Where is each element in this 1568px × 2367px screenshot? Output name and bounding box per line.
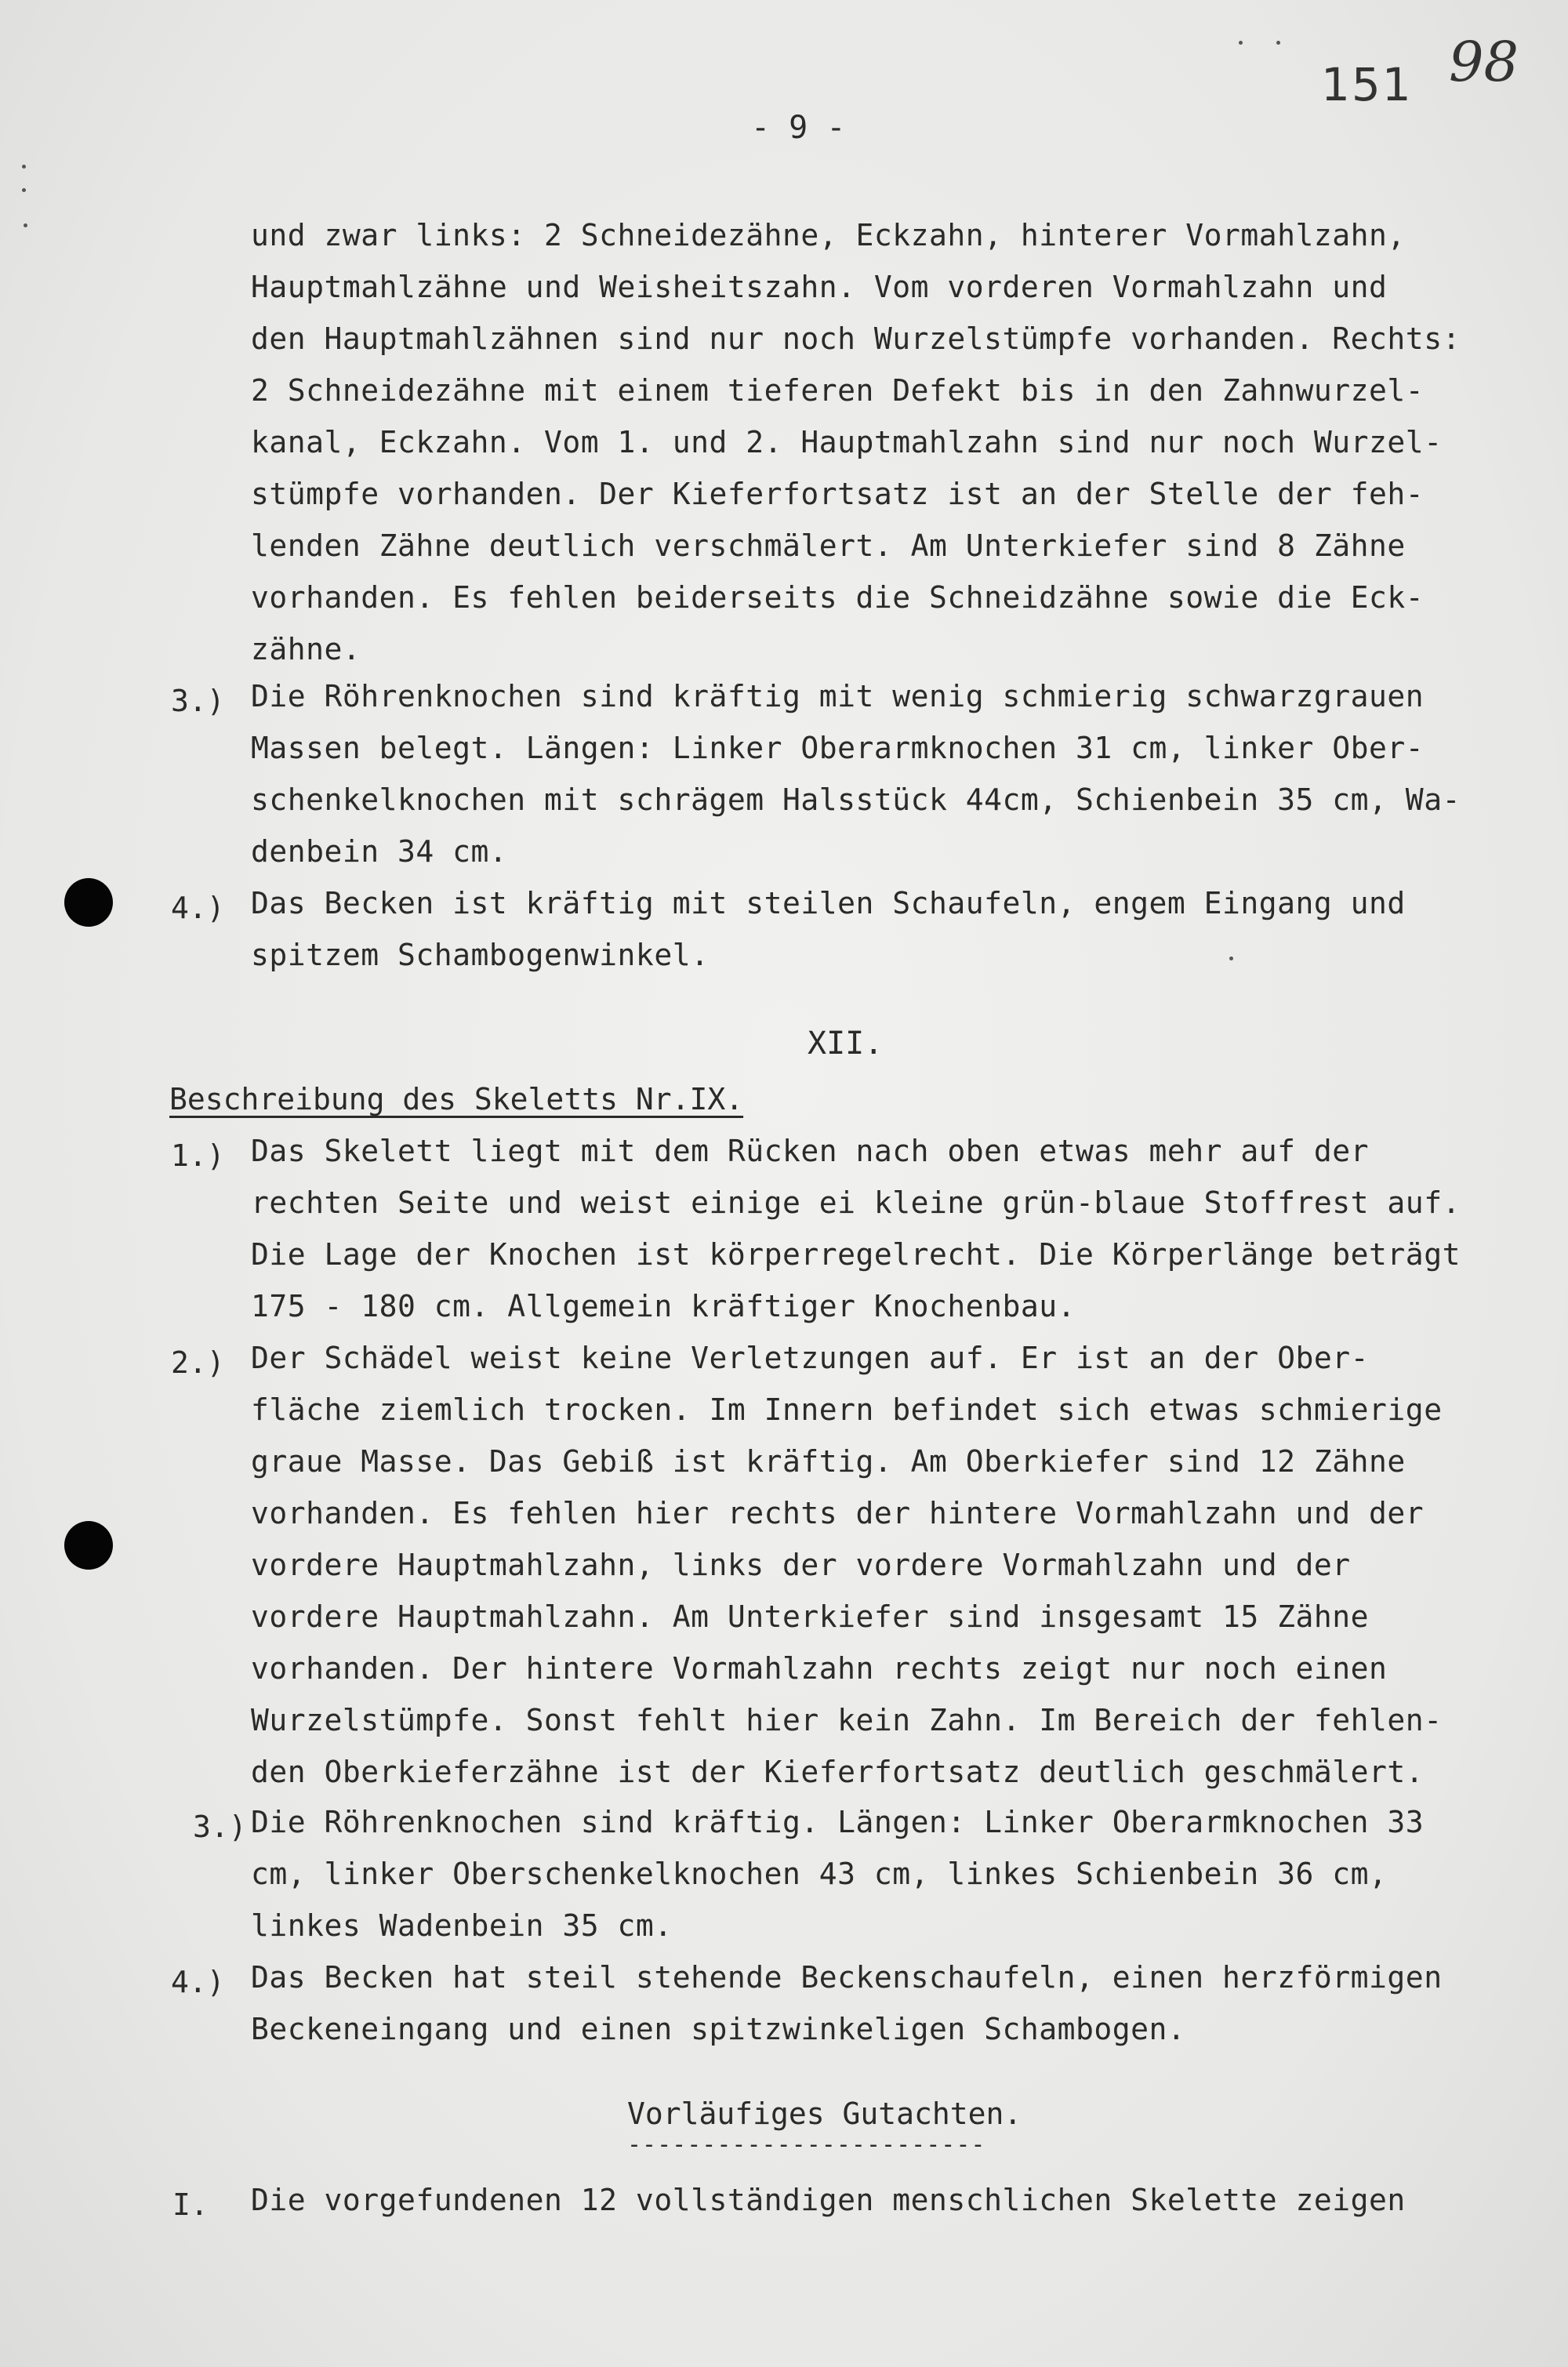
text-line: den Oberkieferzähne ist der Kieferfortsatz deutlich geschmälert. bbox=[251, 1755, 1425, 1789]
text-line: vorhanden. Es fehlen hier rechts der hintere Vormahlzahn und der bbox=[251, 1496, 1425, 1530]
text-line: kanal, Eckzahn. Vom 1. und 2. Hauptmahlzahn sind nur noch Wurzel- bbox=[251, 425, 1443, 459]
title-rule: ------------------------ bbox=[627, 2131, 986, 2158]
text-line: cm, linker Oberschenkelknochen 43 cm, linkes Schienbein 36 cm, bbox=[251, 1857, 1388, 1891]
text-line: den Hauptmahlzähnen sind nur noch Wurzelstümpfe vorhanden. Rechts: bbox=[251, 321, 1461, 356]
text-line: vorhanden. Es fehlen beiderseits die Schneidzähne sowie die Eck- bbox=[251, 580, 1425, 615]
text-line: zähne. bbox=[251, 632, 361, 666]
section-roman-numeral: XII. bbox=[808, 1026, 884, 1062]
item-number: 4.) bbox=[171, 1965, 225, 1999]
gutachten-title: Vorläufiges Gutachten. bbox=[627, 2097, 1022, 2131]
speck bbox=[1276, 41, 1280, 45]
text-line: linkes Wadenbein 35 cm. bbox=[251, 1908, 673, 1943]
text-line: und zwar links: 2 Schneidezähne, Eckzahn, hinterer Vormahlzahn, bbox=[251, 218, 1406, 252]
text-line: Wurzelstümpfe. Sonst fehlt hier kein Zahn. Im Bereich der fehlen- bbox=[251, 1703, 1443, 1737]
text-line: vordere Hauptmahlzahn, links der vordere Vormahlzahn und der bbox=[251, 1548, 1351, 1582]
text-line: fläche ziemlich trocken. Im Innern befindet sich etwas schmierige bbox=[251, 1392, 1443, 1427]
item-number: 3.) bbox=[171, 684, 225, 718]
speck bbox=[22, 188, 26, 192]
text-line: vordere Hauptmahlzahn. Am Unterkiefer sind insgesamt 15 Zähne bbox=[251, 1599, 1370, 1634]
text-line: Beckeneingang und einen spitzwinkeligen Schambogen. bbox=[251, 2012, 1186, 2046]
text-line: Das Skelett liegt mit dem Rücken nach oben etwas mehr auf der bbox=[251, 1134, 1370, 1168]
page-number: - 9 - bbox=[751, 110, 846, 146]
item-number: I. bbox=[172, 2187, 209, 2222]
text-line: 2 Schneidezähne mit einem tieferen Defekt bis in den Zahnwurzel- bbox=[251, 373, 1425, 408]
item-number: 3.) bbox=[193, 1810, 247, 1844]
text-line: Das Becken hat steil stehende Beckenschaufeln, einen herzförmigen bbox=[251, 1960, 1443, 1995]
text-line: Massen belegt. Längen: Linker Oberarmknochen 31 cm, linker Ober- bbox=[251, 731, 1425, 765]
text-line: stümpfe vorhanden. Der Kieferfortsatz ist an der Stelle der feh- bbox=[251, 477, 1425, 511]
text-line: Die Röhrenknochen sind kräftig mit wenig schmierig schwarzgrauen bbox=[251, 679, 1425, 713]
text-line: schenkelknochen mit schrägem Halsstück 44cm, Schienbein 35 cm, Wa- bbox=[251, 782, 1461, 817]
text-line: Die Röhrenknochen sind kräftig. Längen: Linker Oberarmknochen 33 bbox=[251, 1805, 1425, 1839]
speck bbox=[1229, 957, 1233, 960]
speck bbox=[22, 165, 26, 169]
item-number: 1.) bbox=[171, 1138, 225, 1173]
text-line: lenden Zähne deutlich verschmälert. Am Unterkiefer sind 8 Zähne bbox=[251, 528, 1406, 563]
text-line: 175 - 180 cm. Allgemein kräftiger Knochenbau. bbox=[251, 1289, 1076, 1323]
text-line: spitzem Schambogenwinkel. bbox=[251, 938, 710, 972]
punch-hole-upper bbox=[64, 878, 113, 927]
text-line: Der Schädel weist keine Verletzungen auf. Er ist an der Ober- bbox=[251, 1341, 1370, 1375]
speck bbox=[1239, 41, 1243, 45]
text-line: rechten Seite und weist einige ei kleine grün-blaue Stoffrest auf. bbox=[251, 1185, 1461, 1220]
archive-stamp-number: 151 bbox=[1321, 58, 1413, 111]
text-line: Hauptmahlzähne und Weisheitszahn. Vom vorderen Vormahlzahn und bbox=[251, 270, 1388, 304]
item-number: 2.) bbox=[171, 1345, 225, 1380]
handwritten-page-number: 98 bbox=[1449, 30, 1519, 94]
text-line: Die vorgefundenen 12 vollständigen menschlichen Skelette zeigen bbox=[251, 2183, 1406, 2217]
text-line: vorhanden. Der hintere Vormahlzahn rechts zeigt nur noch einen bbox=[251, 1651, 1388, 1686]
section-title: Beschreibung des Skeletts Nr.IX. bbox=[169, 1082, 744, 1116]
item-number: 4.) bbox=[171, 891, 225, 925]
text-line: Das Becken ist kräftig mit steilen Schaufeln, engem Eingang und bbox=[251, 886, 1406, 920]
speck bbox=[24, 223, 27, 227]
text-line: denbein 34 cm. bbox=[251, 834, 508, 869]
text-line: graue Masse. Das Gebiß ist kräftig. Am Oberkiefer sind 12 Zähne bbox=[251, 1444, 1406, 1479]
text-line: Die Lage der Knochen ist körperregelrecht. Die Körperlänge beträgt bbox=[251, 1237, 1461, 1272]
punch-hole-lower bbox=[64, 1521, 113, 1570]
